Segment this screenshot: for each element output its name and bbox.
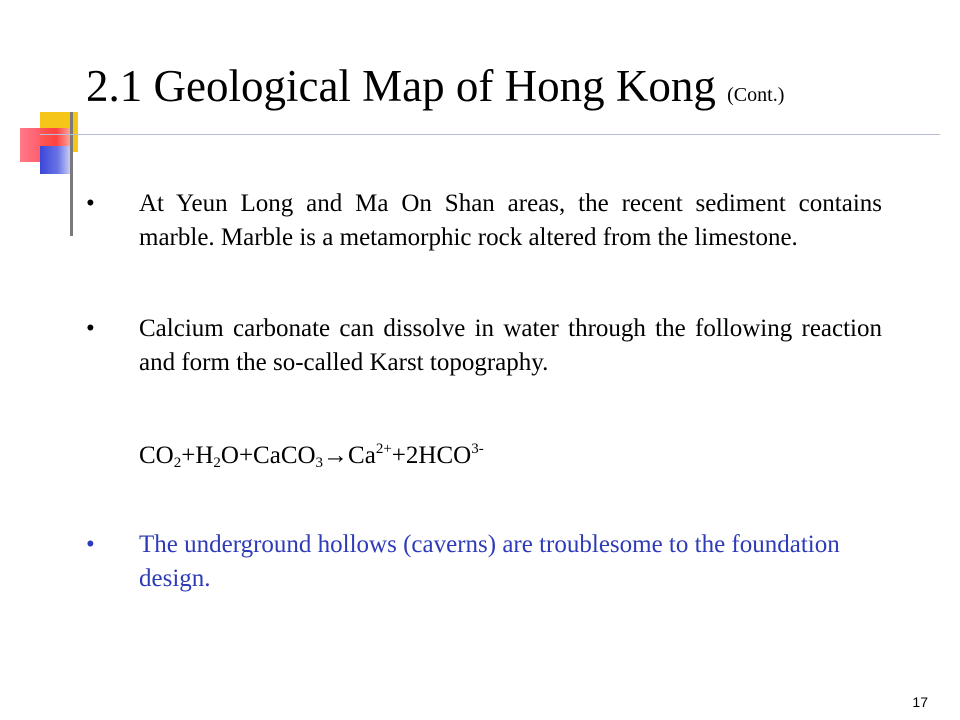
bullet-text: Calcium carbonate can dissolve in water through the following reaction and form the so-called Karst topography. xyxy=(139,315,882,376)
bullet-marker: • xyxy=(86,315,95,342)
decor-blue-square xyxy=(40,146,70,174)
eq-part: +H xyxy=(181,442,214,469)
eq-part: Ca xyxy=(348,442,376,469)
bullet-item xyxy=(86,528,846,596)
eq-superscript: 3- xyxy=(471,441,484,457)
bullet-item xyxy=(86,187,882,255)
eq-subscript: 2 xyxy=(173,455,182,471)
bullet-marker: • xyxy=(86,190,95,217)
bullet-text: At Yeun Long and Ma On Shan areas, the recent sediment contains marble. Marble is a metamorphic rock altered from the limestone. xyxy=(139,190,882,251)
reaction-arrow-icon: → xyxy=(323,442,349,469)
eq-part: +2HCO xyxy=(391,442,472,469)
eq-superscript: 2+ xyxy=(375,441,392,457)
bullet-text: The underground hollows (caverns) are troublesome to the foundation design. xyxy=(139,531,840,592)
page-number: 17 xyxy=(912,694,928,710)
decor-vertical-line xyxy=(70,112,73,236)
decor-title-underline xyxy=(40,134,940,135)
eq-part: O+CaCO xyxy=(220,442,316,469)
title-main: 2.1 Geological Map of Hong Kong xyxy=(86,61,716,111)
chemical-equation xyxy=(139,432,484,480)
eq-subscript: 2 xyxy=(213,455,221,471)
page-title xyxy=(86,61,785,111)
eq-subscript: 3 xyxy=(315,455,324,471)
title-cont: (Cont.) xyxy=(727,84,785,106)
bullet-item xyxy=(86,312,882,380)
bullet-marker: • xyxy=(86,531,95,558)
eq-part: CO xyxy=(139,442,174,469)
